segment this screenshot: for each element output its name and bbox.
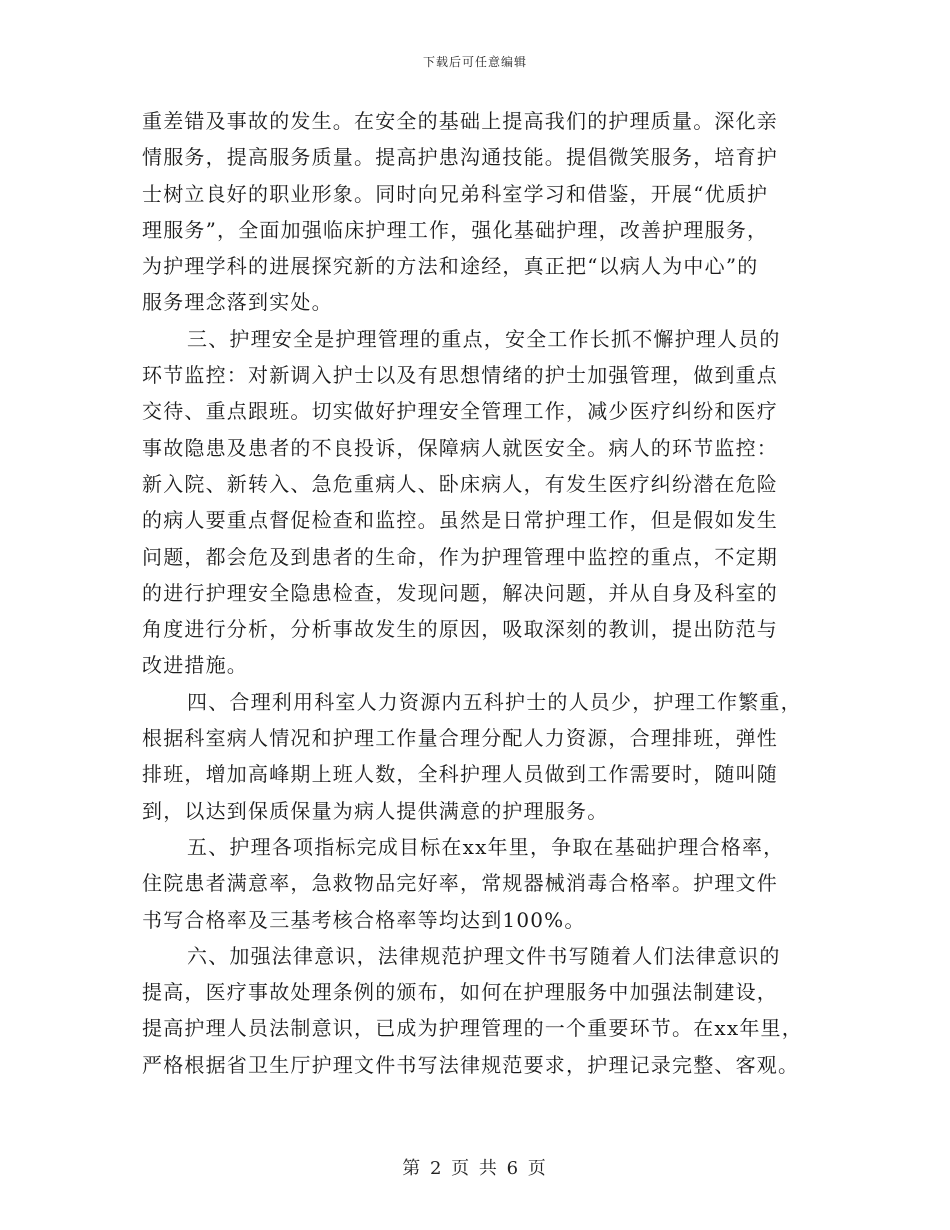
text-line: 到，以达到保质保量为病人提供满意的护理服务。 [142,798,609,823]
text-line: 情服务，提高服务质量。提高护患沟通技能。提倡微笑服务，培育护 [142,145,778,170]
text-line: 士树立良好的职业形象。同时向兄弟科室学习和借鉴，开展“优质护 [142,181,769,206]
paragraph-start-line: 三、护理安全是护理管理的重点，安全工作长抓不懈护理人员的 [187,326,781,351]
text-line: 住院患者满意率，急救物品完好率，常规器械消毒合格率。护理文件 [142,871,778,896]
text-line: 严格根据省卫生厅护理文件书写法律规范要求，护理记录完整、客观。 [142,1052,800,1077]
text-line: 事故隐患及患者的不良投诉，保障病人就医安全。病人的环节监控： [142,435,778,460]
text-line: 角度进行分析，分析事故发生的原因，吸取深刻的教训，提出防范与 [142,617,778,642]
text-line: 交待、重点跟班。切实做好护理安全管理工作，减少医疗纠纷和医疗 [142,399,778,424]
text-line: 排班，增加高峰期上班人数，全科护理人员做到工作需要时，随叫随 [142,762,778,787]
paragraph-start-line: 四、合理利用科室人力资源内五科护士的人员少，护理工作繁重， [187,689,802,714]
text-line: 问题，都会危及到患者的生命，作为护理管理中监控的重点，不定期 [142,544,778,569]
text-line: 新入院、新转入、急危重病人、卧床病人，有发生医疗纠纷潜在危险 [142,471,778,496]
page-header: 下载后可任意编辑 [422,55,527,69]
text-line: 改进措施。 [142,653,248,678]
text-line: 服务理念落到实处。 [142,290,333,315]
body-text [142,103,812,1083]
text-line: 为护理学科的进展探究新的方法和途经，真正把“以病人为中心”的 [142,254,759,279]
text-line: 根据科室病人情况和护理工作量合理分配人力资源，合理排班，弹性 [142,726,778,751]
paragraph-start-line: 五、护理各项指标完成目标在xx年里，争取在基础护理合格率， [187,834,785,859]
text-line: 书写合格率及三基考核合格率等均达到100%。 [142,907,586,932]
paragraph-start-line: 六、加强法律意识，法律规范护理文件书写随着人们法律意识的 [187,943,781,968]
page-footer: 第 2 页 共 6 页 [402,1158,548,1179]
text-line: 重差错及事故的发生。在安全的基础上提高我们的护理质量。深化亲 [142,109,778,133]
text-line: 提高，医疗事故处理条例的颁布，如何在护理服务中加强法制建设， [142,980,778,1005]
text-line: 提高护理人员法制意识，已成为护理管理的一个重要环节。在xx年里， [142,1016,803,1041]
text-line: 理服务”，全面加强临床护理工作，强化基础护理，改善护理服务， [142,217,769,242]
text-line: 的病人要重点督促检查和监控。虽然是日常护理工作，但是假如发生 [142,508,778,533]
text-line: 环节监控：对新调入护士以及有思想情绪的护士加强管理，做到重点 [142,363,778,388]
text-line: 的进行护理安全隐患检查，发现问题，解决问题，并从自身及科室的 [142,580,778,605]
